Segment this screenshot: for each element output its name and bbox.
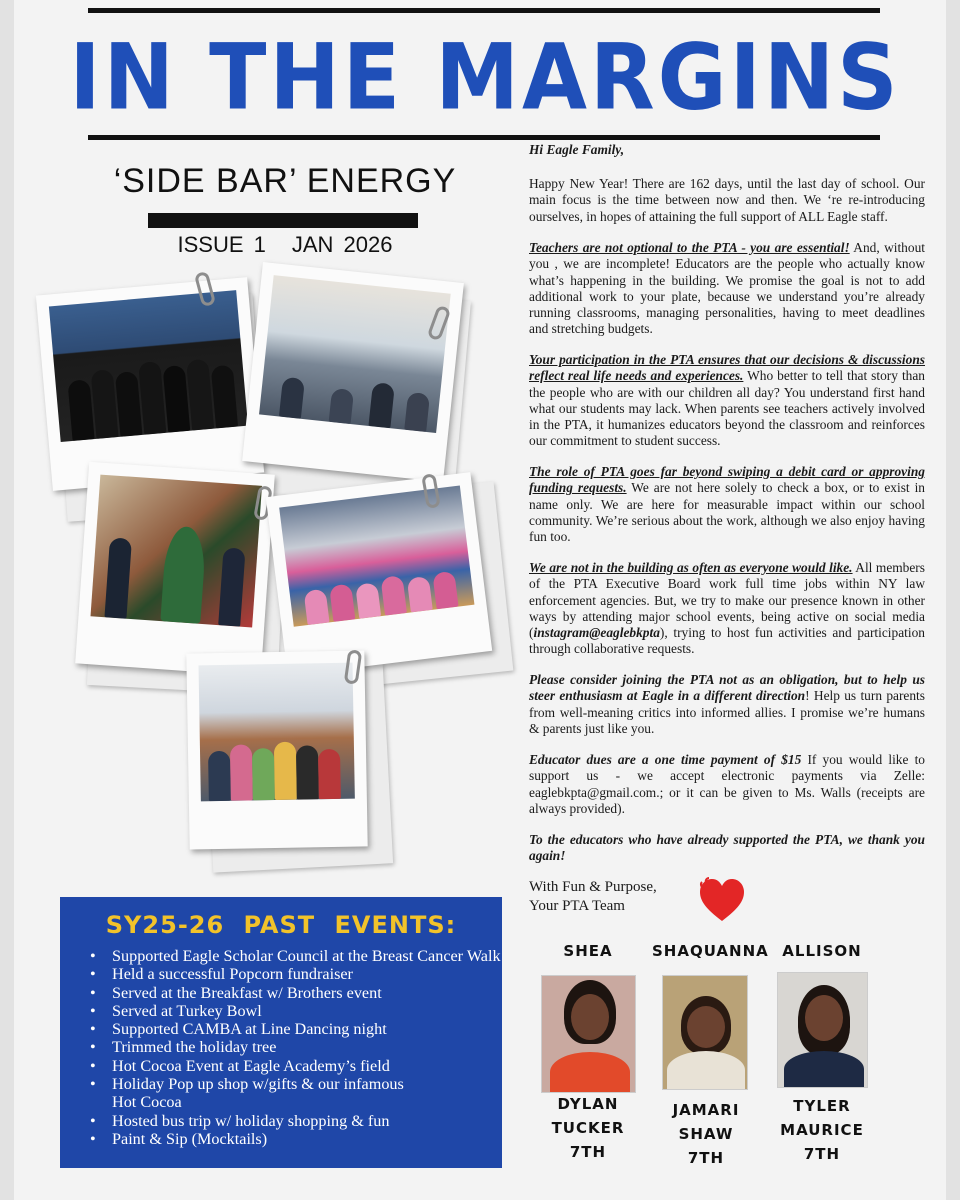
list-item: • Trimmed the holiday tree xyxy=(90,1038,510,1056)
avatar xyxy=(777,972,868,1088)
list-item-text: Holiday Pop up shop w/gifts & our infamous xyxy=(112,1075,404,1094)
student-first-name: JAMARI xyxy=(672,1101,740,1119)
photo-holiday-tree xyxy=(75,462,275,676)
paragraph-text: Who better to tell that story than the people who are with our children all day? You understand first hand what our students may lack. When parents see teachers actively involved in the PTA, it humanizes educators beyond the classroom and reinforces our commitment to student success. xyxy=(529,368,926,449)
letter-paragraph xyxy=(529,752,925,817)
past-events-box xyxy=(60,897,502,1168)
parent-name: SHAQUANNA xyxy=(652,942,769,960)
letter-paragraph xyxy=(529,176,925,225)
paragraph-lead: Teachers are not optional to the PTA - you are essential! xyxy=(529,240,850,255)
paragraph-text: Happy New Year! There are 162 days, until the last day of school. Our main focus is the time between now and then. We ‘re re-introducing ourselves, in hopes of attaining the full support of ALL Eagle staff. xyxy=(529,176,925,224)
paragraph-lead: We are not in the building as often as everyone would like. xyxy=(529,560,853,575)
paragraph-lead: Educator dues are a one time payment of $15 xyxy=(529,752,802,767)
list-item: • Served at Turkey Bowl xyxy=(90,1002,510,1020)
parent-name: SHEA xyxy=(563,942,613,960)
page-edge-left xyxy=(0,0,14,1200)
student-last-name: TUCKER xyxy=(551,1119,625,1137)
letter-paragraph xyxy=(529,240,925,338)
photo-group-black xyxy=(36,277,264,491)
paragraph-lead: The role of PTA goes far beyond swiping a debit card or approving funding requests. xyxy=(529,464,925,496)
student-grade: 7TH xyxy=(569,1143,607,1161)
list-item-continuation: Hot Cocoa xyxy=(112,1093,182,1112)
past-events-title: SY25-26 PAST EVENTS: xyxy=(105,911,457,939)
student-first-name: TYLER xyxy=(793,1097,851,1115)
issue-line xyxy=(120,232,450,258)
photo-image xyxy=(49,290,248,442)
list-item: • Paint & Sip (Mocktails) xyxy=(90,1130,510,1148)
signoff-line: Your PTA Team xyxy=(529,898,625,914)
sidebar-title: ‘SIDE BAR’ ENERGY xyxy=(113,162,457,200)
list-item xyxy=(90,1075,510,1112)
photo-image xyxy=(279,485,474,626)
list-item: • Hosted bus trip w/ holiday shopping & fun xyxy=(90,1112,510,1130)
student-grade: 7TH xyxy=(803,1145,841,1163)
student-last-name: MAURICE xyxy=(780,1121,864,1139)
issue-number: ISSUE 1 xyxy=(177,232,266,257)
student-info xyxy=(540,1092,636,1164)
student-last-name: SHAW xyxy=(678,1125,734,1143)
list-item: • Supported CAMBA at Line Dancing night xyxy=(90,1020,510,1038)
student-info xyxy=(652,1098,760,1170)
masthead-title: IN THE MARGINS xyxy=(69,24,901,130)
photo-image xyxy=(91,475,263,628)
paragraph-lead: Please consider joining the PTA not as an obligation, but to help us steer enthusiasm at Eagle in a different direction xyxy=(529,672,925,704)
photo-classroom xyxy=(242,262,464,482)
photo-image xyxy=(199,663,355,802)
past-events-list xyxy=(90,947,510,1148)
list-item: • Served at the Breakfast w/ Brothers event xyxy=(90,984,510,1002)
masthead-rule xyxy=(88,135,880,140)
list-item: • Held a successful Popcorn fundraiser xyxy=(90,965,510,983)
letter-closing-paragraph: To the educators who have already supported the PTA, we thank you again! xyxy=(529,832,925,864)
photo-people xyxy=(54,351,248,442)
page-edge-right xyxy=(946,0,960,1200)
letter xyxy=(529,142,926,864)
photo-people xyxy=(91,538,258,627)
parent-name: ALLISON xyxy=(782,942,862,960)
photo-gym-dance xyxy=(266,472,492,676)
avatar xyxy=(541,975,636,1093)
letter-paragraph xyxy=(529,560,925,658)
list-item: • Hot Cocoa Event at Eagle Academy’s field xyxy=(90,1057,510,1075)
photo-people xyxy=(259,338,444,433)
instagram-handle: instagram@eaglebkpta xyxy=(533,625,660,641)
photo-image xyxy=(259,275,451,433)
photo-classroom-group xyxy=(186,650,367,849)
list-item: • Supported Eagle Scholar Council at the Breast Cancer Walk xyxy=(90,947,510,965)
issue-date: JAN 2026 xyxy=(291,232,393,257)
paragraph-text: All members of the PTA Executive Board work full time jobs within NY law enforcement agencies. But, we try to make our presence known in other ways by attending major school events, being active on social media ( xyxy=(529,560,925,641)
letter-greeting: Hi Eagle Family, xyxy=(529,142,625,157)
letter-paragraph xyxy=(529,352,925,450)
paragraph-text: ! Help us turn parents from well-meaning critics into informed allies. I promise we’re humans & parents just like you. xyxy=(529,688,925,736)
signoff-line: With Fun & Purpose, xyxy=(529,879,657,895)
sidebar-divider xyxy=(148,213,418,228)
letter-paragraph xyxy=(529,672,925,737)
top-rule xyxy=(88,8,880,13)
paragraph-text: ), trying to host fun activities and participation through collaborative requests. xyxy=(529,625,925,657)
paragraph-lead: Your participation in the PTA ensures that our decisions & discussions reflect real life needs and experiences. xyxy=(529,352,925,384)
student-grade: 7TH xyxy=(687,1149,725,1167)
photo-people xyxy=(200,724,355,801)
avatar xyxy=(662,975,748,1090)
heart-icon xyxy=(696,875,748,925)
student-info xyxy=(774,1094,870,1166)
letter-signoff xyxy=(529,878,657,916)
photo-people xyxy=(286,539,475,627)
student-first-name: DYLAN xyxy=(557,1095,619,1113)
paragraph-text: And, without you , we are incomplete! Educators are the people who actually know what’s happening in the building. We promise the goal is not to add additional work to your plate, because we understand you’re already running classrooms, managing personalities, having to meet deadlines and stretching budgets. xyxy=(529,240,925,337)
paragraph-text: We are not here solely to check a box, or to exist in name only. We are here for measurable impact within our school community. We’re serious about the work, although we also enjoy having fun too. xyxy=(529,480,925,545)
paragraph-text: If you would like to support us - we accept electronic payments via Zelle: eaglebkpta@gmail.com.; or it can be given to Ms. Walls (receipts are always provided). xyxy=(529,752,925,816)
letter-paragraph xyxy=(529,464,925,545)
